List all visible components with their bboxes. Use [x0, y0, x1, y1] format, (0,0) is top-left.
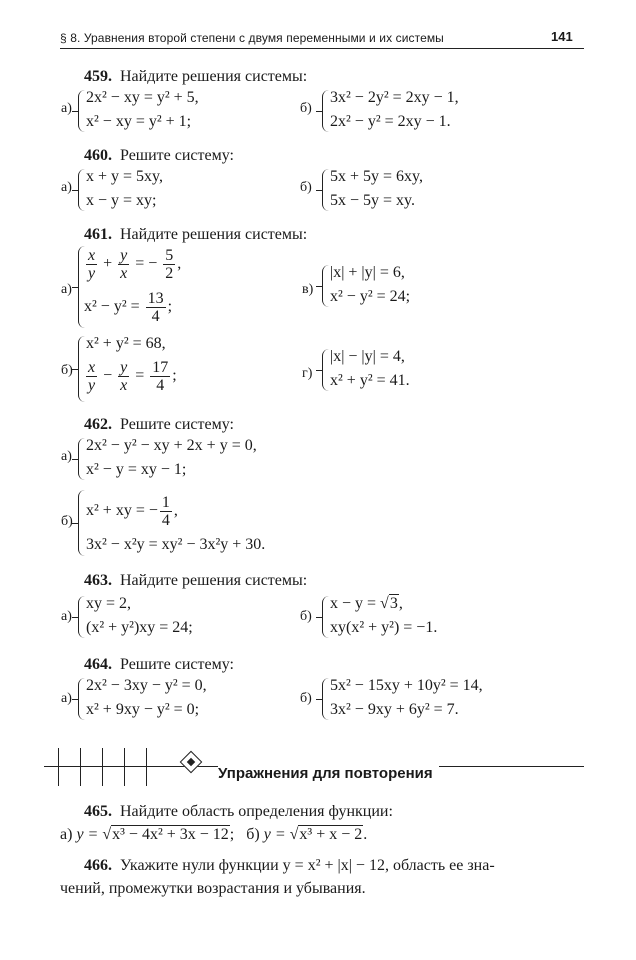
equation: x² + 9xy − y² = 0;	[86, 701, 200, 718]
problem-461-a-label: а)	[61, 282, 72, 297]
equation: xy(x² + y²) = −1.	[330, 619, 438, 636]
brace	[78, 678, 85, 720]
equation: x² + y² = 68,	[86, 335, 166, 352]
problem-465-text: Найдите область определения функции:	[120, 803, 393, 820]
brace	[78, 438, 85, 480]
problem-459-text: Найдите решения системы:	[120, 68, 308, 85]
brace	[322, 265, 329, 307]
equation: xy = 2,	[86, 595, 132, 612]
equation: 3x² − 9xy + 6y² = 7.	[330, 701, 459, 718]
equation: |x| − |y| = 4,	[330, 348, 405, 365]
page-number: 141	[551, 29, 573, 44]
divider-tick	[102, 748, 103, 786]
divider-tick	[146, 748, 147, 786]
brace	[78, 169, 85, 211]
equation: 2x² − 3xy − y² = 0,	[86, 677, 207, 694]
problem-462-b-label: б)	[61, 514, 73, 529]
equation: 5x − 5y = xy.	[330, 192, 416, 209]
problem-462-number: 462.	[84, 416, 112, 433]
problem-462-text: Решите систему:	[120, 416, 234, 433]
brace	[322, 169, 329, 211]
problem-460-a-label: а)	[61, 180, 72, 195]
equation: 3x² − x²y = xy² − 3x²y + 30.	[86, 536, 266, 553]
problem-463-b-label: б)	[300, 609, 312, 624]
brace	[78, 596, 85, 638]
equation: 5x + 5y = 6xy,	[330, 168, 424, 185]
equation: 2x² − y² = 2xy − 1.	[330, 113, 451, 130]
problem-466-text-line1: Укажите нули функции y = x² + |x| − 12, область ее зна-	[120, 857, 495, 874]
equation: 5x² − 15xy + 10y² = 14,	[330, 677, 483, 694]
equation: 2x² − xy = y² + 5,	[86, 89, 199, 106]
brace	[322, 90, 329, 132]
problem-464-text: Решите систему:	[120, 656, 234, 673]
equation: $\frac{x}{y}$ − $\frac{y}{x}$ = $\frac{17}{4}$ ;	[88, 359, 177, 394]
equation: 2x² − y² − xy + 2x + y = 0,	[86, 437, 257, 454]
equation: x² − y² = $\frac{13}{4}$ ;	[84, 290, 173, 325]
problem-461-g-label: г)	[302, 366, 313, 381]
divider-tick	[58, 748, 59, 786]
divider-tick	[80, 748, 81, 786]
problem-463-number: 463.	[84, 572, 112, 589]
problem-462-a-label: а)	[61, 449, 72, 464]
section-title: Упражнения для повторения	[218, 765, 439, 782]
equation: x² − y = xy − 1;	[86, 461, 187, 478]
running-header: § 8. Уравнения второй степени с двумя переменными и их системы	[60, 31, 444, 45]
problem-459-b-label: б)	[300, 101, 312, 116]
problem-463-text: Найдите решения системы:	[120, 572, 308, 589]
problem-464-a-label: а)	[61, 691, 72, 706]
equation: x − y = xy;	[86, 192, 157, 209]
problem-461-v-label: в)	[302, 282, 314, 297]
problem-460-text: Решите систему:	[120, 147, 234, 164]
equation: x² + xy = − $\frac{1}{4}$ ,	[86, 494, 178, 529]
problem-461-text: Найдите решения системы:	[120, 226, 308, 243]
equation: x² − y² = 24;	[330, 288, 411, 305]
problem-459-a-label: а)	[61, 101, 72, 116]
equation: x − y = √3,	[330, 595, 403, 612]
equation: $\frac{x}{y}$ + $\frac{y}{x}$ = − $\frac{5}{2}$ ,	[88, 247, 182, 282]
problem-461-number: 461.	[84, 226, 112, 243]
problem-460-b-label: б)	[300, 180, 312, 195]
equation: (x² + y²)xy = 24;	[86, 619, 193, 636]
equation: |x| + |y| = 6,	[330, 264, 405, 281]
equation: 3x² − 2y² = 2xy − 1,	[330, 89, 459, 106]
brace	[322, 678, 329, 720]
problem-464-number: 464.	[84, 656, 112, 673]
problem-465-number: 465.	[84, 803, 112, 820]
equation: x² − xy = y² + 1;	[86, 113, 192, 130]
brace	[322, 596, 329, 638]
brace	[78, 490, 85, 556]
problem-464-b-label: б)	[300, 691, 312, 706]
problem-459-number: 459.	[84, 68, 112, 85]
brace	[78, 90, 85, 132]
equation: x + y = 5xy,	[86, 168, 164, 185]
problem-460-number: 460.	[84, 147, 112, 164]
problem-463-a-label: а)	[61, 609, 72, 624]
problem-466-text-line2: чений, промежутки возрастания и убывания.	[60, 880, 366, 897]
brace	[322, 349, 329, 391]
divider-tick	[124, 748, 125, 786]
equation: x² + y² = 41.	[330, 372, 410, 389]
problem-466-number: 466.	[84, 857, 112, 874]
problem-461-b-label: б)	[61, 363, 73, 378]
equation: а) y = √x³ − 4x² + 3x − 12; б) y = √x³ + x − 2.	[60, 826, 368, 843]
header-rule	[60, 48, 584, 49]
